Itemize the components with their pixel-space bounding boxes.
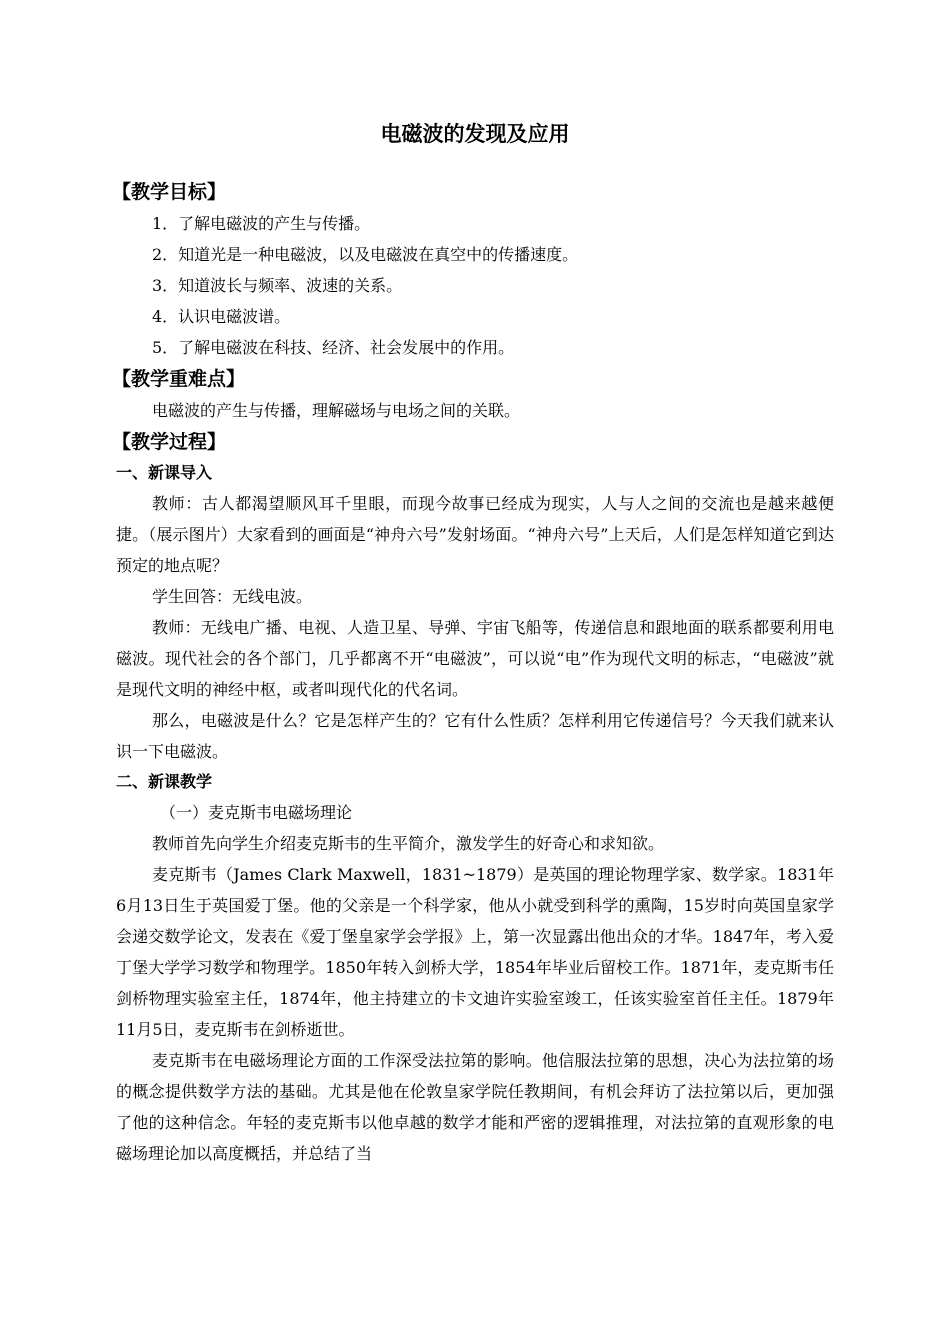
paragraph: 教师：古人都渴望顺风耳千里眼，而现今故事已经成为现实，人与人之间的交流也是越来越便捷。（展示图片）大家看到的画面是“神舟六号”发射场面。“神舟六号”上天后，人们是怎样知道它到达预定的地点呢？	[116, 494, 834, 575]
objective-item: 1．了解电磁波的产生与传播。	[152, 214, 371, 233]
document-body	[112, 176, 834, 1169]
paragraph: 那么，电磁波是什么？它是怎样产生的？它有什么性质？怎样利用它传递信号？今天我们就来认识一下电磁波。	[116, 711, 834, 761]
page-title: 电磁波的发现及应用	[380, 122, 570, 146]
paragraph: 教师：无线电广播、电视、人造卫星、导弹、宇宙飞船等，传递信息和跟地面的联系都要利用电磁波。现代社会的各个部门，几乎都离不开“电磁波”，可以说“电”作为现代文明的标志，“电磁波”就是现代文明的神经中枢，或者叫现代化的代名词。	[116, 618, 834, 699]
paragraph: 学生回答：无线电波。	[152, 587, 313, 606]
objective-item: 2．知道光是一种电磁波，以及电磁波在真空中的传播速度。	[152, 245, 579, 264]
objective-item: 4．认识电磁波谱。	[152, 307, 291, 326]
subsection-heading: （一）麦克斯韦电磁场理论	[160, 803, 353, 822]
objective-item: 5．了解电磁波在科技、经济、社会发展中的作用。	[152, 338, 515, 357]
objectives-heading: 【教学目标】	[112, 181, 227, 203]
process-heading: 【教学过程】	[112, 431, 227, 453]
paragraph: 教师首先向学生介绍麦克斯韦的生平简介，激发学生的好奇心和求知欲。	[152, 834, 665, 853]
keypoints-text: 电磁波的产生与传播，理解磁场与电场之间的关联。	[152, 401, 521, 420]
keypoints-heading: 【教学重难点】	[112, 368, 246, 390]
objective-item: 3．知道波长与频率、波速的关系。	[152, 276, 403, 295]
paragraph: 麦克斯韦（James Clark Maxwell，1831~1879）是英国的理论物理学家、数学家。1831年6月13日生于英国爱丁堡。他的父亲是一个科学家，他从小就受到科学的熏陶，15岁时向英国皇家学会递交数学论文，发表在《爱丁堡皇家学会学报》上，第一次显露出他出众的才华。1847年，考入爱丁堡大学学习数学和物理学。1850年转入剑桥大学，1854年毕业后留校工作。1871年，麦克斯韦任剑桥物理实验室主任，1874年，他主持建立的卡文迪许实验室竣工，任该实验室首任主任。1879年11月5日，麦克斯韦在剑桥逝世。	[116, 865, 834, 1039]
section-heading-teaching: 二、新课教学	[116, 772, 213, 791]
section-heading-intro: 一、新课导入	[116, 463, 213, 482]
paragraph: 麦克斯韦在电磁场理论方面的工作深受法拉第的影响。他信服法拉第的思想，决心为法拉第的场的概念提供数学方法的基础。尤其是他在伦敦皇家学院任教期间，有机会拜访了法拉第以后，更加强了他的这种信念。年轻的麦克斯韦以他卓越的数学才能和严密的逻辑推理，对法拉第的直观形象的电磁场理论加以高度概括，并总结了当	[116, 1051, 834, 1163]
